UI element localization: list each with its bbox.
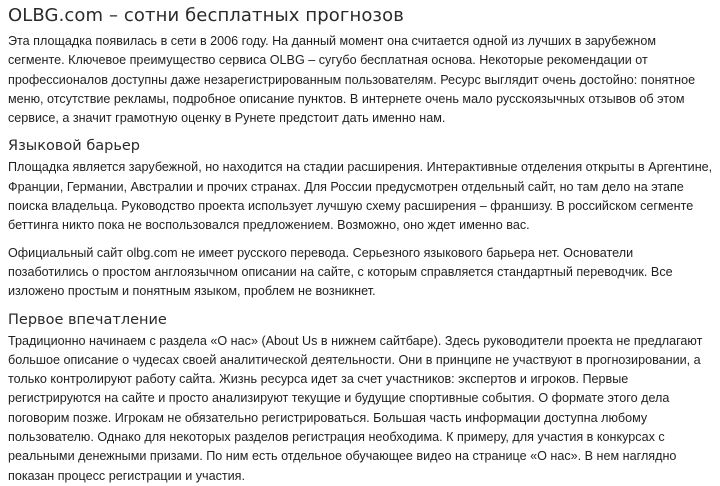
first-impression-paragraph: Традиционно начинаем с раздела «О нас» (About Us в нижнем сайтбаре). Здесь руководители проекта не предлагают большое описание о чудесах своей аналитической деятельности. Они в принципе не участвуют в прогнозировании, а только контролируют работу сайта. Жизнь ресурса идет за счет участников: экспертов и игроков. Первые регистрируются на сайте и просто анализируют текущие и будущие спортивные события. О формате этого дела поговорим позже. Игрокам не обязательно регистрироваться. Большая часть информации доступна любому пользователю. Однако для некоторых разделов регистрация необходима. К примеру, для участия в конкурсах с реальными денежными призами. По ним есть отдельное обучающее видео на странице «О нас». В нем наглядно показан процесс регистрации и участия.: [8, 333, 703, 483]
document-body: [8, 4, 714, 486]
intro-paragraph: Эта площадка появилась в сети в 2006 году. На данный момент она считается одной из лучших в зарубежном сегменте. Ключевое преимущество сервиса OLBG – сугубо бесплатная основа. Некоторые рекомендации от профессионалов доступны даже незарегистрированным пользователям. Ресурс выглядит очень достойно: понятное меню, отсутствие рекламы, подробное описание пунктов. В интернете очень мало русскоязычных отзывов об этом сервисе, а значит грамотную оценку в Рунете предстоит дать именно нам.: [8, 34, 696, 126]
language-paragraph-1: Площадка является зарубежной, но находится на стадии расширения. Интерактивные отделения открыты в Аргентине, Франции, Германии, Австралии и прочих странах. Для России предусмотрен отдельный сайт, но там дело на этапе поиска владельца. Руководство проекта использует лучшую схему расширения – франшизу. В российском сегменте беттинга никто пока не воспользовался предложением. Возможно, оно ждет именно вас.: [8, 160, 713, 233]
section-heading-first-impression: Первое впечатление: [8, 311, 167, 328]
spacer: [8, 236, 714, 244]
spacer: [8, 302, 714, 310]
section-heading-language: Языковой барьер: [8, 138, 141, 155]
language-paragraph-2: Официальный сайт olbg.com не имеет русского перевода. Серьезного языкового барьера нет. Основатели позаботились о простом англоязычном описании на сайте, с которым справляется стандартный переводчик. Все изложено простым и понятным языком, проблем не возникнет.: [8, 245, 673, 299]
spacer: [8, 128, 714, 136]
page-title: OLBG.com – сотни бесплатных прогнозов: [8, 5, 404, 26]
